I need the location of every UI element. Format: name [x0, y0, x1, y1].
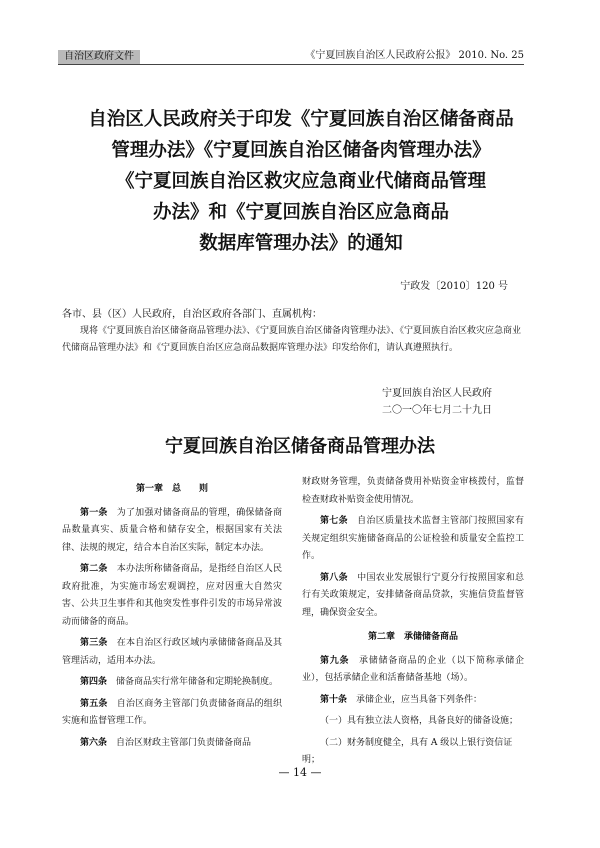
notice-title-line: 自治区人民政府关于印发《宁夏回族自治区储备商品	[88, 109, 514, 130]
article	[302, 653, 524, 688]
issue-date: 二〇一〇年七月二十九日	[382, 405, 492, 416]
article	[62, 561, 282, 631]
issuer-name: 宁夏回族自治区人民政府	[382, 388, 492, 399]
article-label: 第二条	[80, 564, 108, 574]
article-label: 第三条	[80, 638, 108, 648]
article-text: 自治区财政主管部门负责储备商品	[116, 737, 252, 748]
running-header	[58, 50, 524, 65]
article-text: 本办法所称储备商品，是指经自治区人民政府批准，为实施市场宏观调控，应对因重大自然灾害、公共卫生事件和其他突发性事件引发的市场异常波动而储备的商品。	[62, 564, 282, 627]
notice-title-line: 数据库管理办法》的通知	[199, 233, 403, 254]
article-label: 第八条	[320, 572, 348, 583]
notice-title-line: 《宁夏回族自治区救灾应急商业代储商品管理	[115, 171, 486, 192]
article	[62, 674, 282, 692]
article-text: 承储储备商品的企业（以下简称承储企业），包括承储企业和活畜储备基地（场）。	[302, 655, 524, 683]
measures-title: 宁夏回族自治区储备商品管理办法	[165, 436, 435, 457]
article-continuation: 财政财务管理，负责储备费用补贴资金审核拨付，监督检查财政补贴资金使用情况。	[302, 477, 524, 505]
article-label: 第五条	[80, 698, 108, 709]
article	[302, 570, 524, 623]
condition-item: （一）具有独立法人资格，具备良好的储备设施；	[320, 716, 519, 726]
notice-title-line: 管理办法》《宁夏回族自治区储备肉管理办法》	[111, 140, 491, 161]
article-text: 储备商品实行常年储备和定期轮换制度。	[116, 677, 279, 687]
article-label: 第十条	[320, 694, 348, 705]
article-text: 在本自治区行政区域内承储储备商品及其管理活动，适用本办法。	[62, 638, 282, 666]
salutation: 各市、县（区）人民政府，自治区政府各部门、直属机构：	[62, 309, 322, 320]
article	[62, 696, 282, 731]
document-number: 宁政发〔2010〕120 号	[400, 281, 508, 292]
section-tag: 自治区政府文件	[58, 50, 140, 64]
article-label: 第六条	[80, 737, 108, 748]
notice-body: 现将《宁夏回族自治区储备商品管理办法》、《宁夏回族自治区储备肉管理办法》、《宁夏回族自治区救灾应急商业代储商品管理办法》和《宁夏回族自治区应急商品数据库管理办法》印发给你们，请认真遵照执行。	[62, 326, 522, 353]
chapter-heading: 第二章 承储储备商品	[367, 632, 458, 642]
article-text: 自治区质量技术监督主管部门按照国家有关规定组织实施储备商品的公证检验和质量安全监控工作。	[302, 516, 524, 561]
right-column	[302, 474, 524, 774]
article-label: 第七条	[320, 516, 348, 526]
article	[62, 635, 282, 670]
article	[302, 692, 524, 710]
article-text: 承储企业，应当具备下列条件：	[356, 694, 483, 705]
article	[302, 513, 524, 566]
article-label: 第九条	[320, 655, 350, 666]
article-text: 为了加强对储备商品的管理，确保储备商品数量真实、质量合格和储存安全，根据国家有关法律、法规的规定，结合本自治区实际，制定本办法。	[62, 507, 282, 553]
article-label: 第一条	[80, 507, 108, 518]
article	[62, 505, 282, 558]
article-label: 第四条	[80, 677, 108, 687]
condition-item: （二）财务制度健全，具有 A 级以上银行资信证明；	[302, 737, 513, 765]
notice-title-line: 办法》和《宁夏回族自治区应急商品	[152, 202, 449, 223]
page-number: — 14 —	[278, 766, 322, 779]
journal-title: 《宁夏回族自治区人民政府公报》 2010. No. 25	[305, 50, 524, 61]
left-column	[62, 474, 282, 756]
article	[62, 735, 282, 753]
chapter-heading: 第一章 总 则	[135, 484, 208, 494]
notice-title	[78, 104, 524, 259]
article-text: 自治区商务主管部门负责储备商品的组织实施和监督管理工作。	[62, 698, 282, 726]
article-text: 中国农业发展银行宁夏分行按照国家和总行有关政策规定，安排储备商品贷款，实施信贷监督管理，确保资金安全。	[302, 572, 524, 618]
issuer-block	[382, 385, 492, 419]
